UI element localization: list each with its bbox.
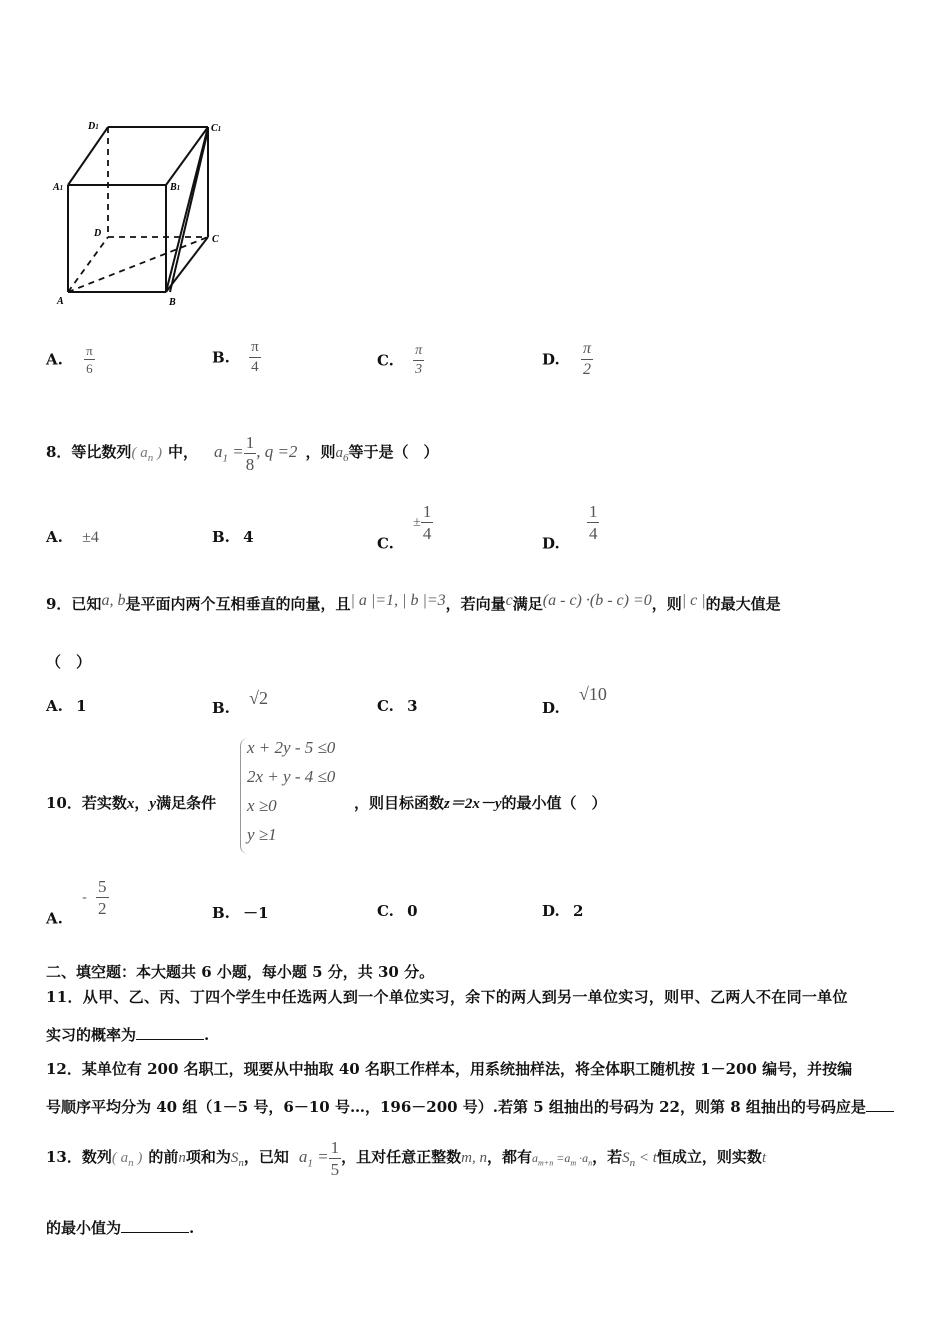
label-C: C — [212, 234, 219, 245]
question-12-line2: 号顺序平均分为 40 组（1－5 号，6－10 号…，196－200 号）.若第 5 组抽出的号码为 22，则第 8 组抽出的号码应是 — [46, 1096, 894, 1117]
q9-option-b[interactable]: B. √2 — [212, 688, 269, 717]
answer-blank[interactable] — [866, 1097, 894, 1112]
fraction: $\frac{\pi}{4}$ — [251, 339, 259, 375]
fraction: $\frac{1}{4}$ — [422, 502, 432, 543]
q9-option-c[interactable]: C. 3 — [377, 697, 418, 715]
question-10-tail: ，则目标函数z＝2x－y的最小值（ ） — [354, 794, 607, 812]
q8-option-d[interactable]: D. $\frac{1}{4}$ — [542, 502, 598, 553]
question-8: 8．等比数列( $a_n$ ) 中， $a_1$ = $\frac{1}{8}$ , q =2 ，则$a_6$等于是（ ） — [46, 432, 439, 474]
q7-option-d[interactable]: D. $\frac{\pi}{2}$ — [542, 340, 591, 378]
label-A: A — [57, 296, 64, 307]
question-11-line1: 11．从甲、乙、丙、丁四个学生中任选两人到一个单位实习，余下的两人到另一单位实习，则甲、乙两人不在同一单位 — [46, 988, 848, 1006]
constraint-system — [240, 738, 367, 854]
constraint-2: 2x + y - 4 ≤0 — [247, 767, 336, 786]
answer-blank[interactable] — [121, 1218, 189, 1233]
q10-option-a[interactable]: A. - $\frac{5}{2}$ — [46, 877, 107, 928]
fraction: $\frac{\pi}{6}$ — [86, 343, 93, 376]
q10-option-b[interactable]: B. －1 — [212, 904, 269, 922]
q7-option-c[interactable]: C. $\frac{\pi}{3}$ — [377, 343, 423, 377]
q9-option-d[interactable]: D. √10 — [542, 684, 607, 717]
q9-option-a[interactable]: A. 1 — [46, 697, 87, 715]
label-A1: A1 — [53, 182, 64, 193]
label-D1: D1 — [88, 121, 99, 132]
question-9-paren: （ ） — [46, 653, 92, 671]
answer-blank[interactable] — [136, 1025, 204, 1040]
constraint-3: x ≥0 — [247, 796, 277, 815]
q8-option-c[interactable]: C. ± $\frac{1}{4}$ — [377, 502, 432, 553]
q10-option-d[interactable]: D. 2 — [542, 902, 584, 920]
label-D: D — [94, 228, 102, 239]
question-10-stem: 10．若实数x，y满足条件 — [46, 794, 217, 812]
constraint-1: x + 2y - 5 ≤0 — [247, 738, 336, 757]
q7-option-b[interactable]: B. $\frac{\pi}{4}$ — [212, 339, 259, 375]
q7-option-a[interactable]: A. $\frac{\pi}{6}$ — [46, 343, 93, 376]
fraction: $\frac{\pi}{2}$ — [582, 340, 591, 378]
question-11-line2: 实习的概率为 . — [46, 1026, 210, 1044]
label-B: B — [169, 297, 176, 308]
q10-option-c[interactable]: C. 0 — [377, 902, 418, 920]
cube-figure — [48, 112, 238, 312]
label-B1: B1 — [170, 182, 181, 193]
q8-option-a[interactable]: A. ±4 — [46, 528, 99, 546]
question-9: 9．已知a, b是平面内两个互相垂直的向量，且| a |=1, | b |=3，若向量c满足(a - c) ·(b - c) =0，则| c |的最大值是 — [46, 592, 781, 613]
q8-option-b[interactable]: B. 4 — [212, 528, 254, 546]
question-13: 13．数列( $a_n$ ) 的前n项和为$S_n$，已知 $a_1$ = $\frac{1}{5}$ ，且对任意正整数m, n，都有$a_{m+n} =a_m \cdot a_n$，若$S_n < t$恒成立，则实数t — [46, 1137, 767, 1179]
constraint-4: y ≥1 — [247, 825, 277, 844]
question-12-line1: 12．某单位有 200 名职工，现要从中抽取 40 名职工作样本，用系统抽样法，将全体职工随机按 1－200 编号，并按编 — [46, 1060, 853, 1078]
fraction: $\frac{\pi}{3}$ — [415, 343, 423, 377]
section-heading: 二、填空题：本大题共 6 小题，每小题 5 分，共 30 分。 — [46, 963, 435, 981]
label-C1: C1 — [211, 123, 222, 134]
fraction: $\frac{5}{2}$ — [98, 877, 107, 918]
question-13-line2: 的最小值为 . — [46, 1219, 195, 1237]
fraction: $\frac{1}{4}$ — [588, 502, 598, 543]
